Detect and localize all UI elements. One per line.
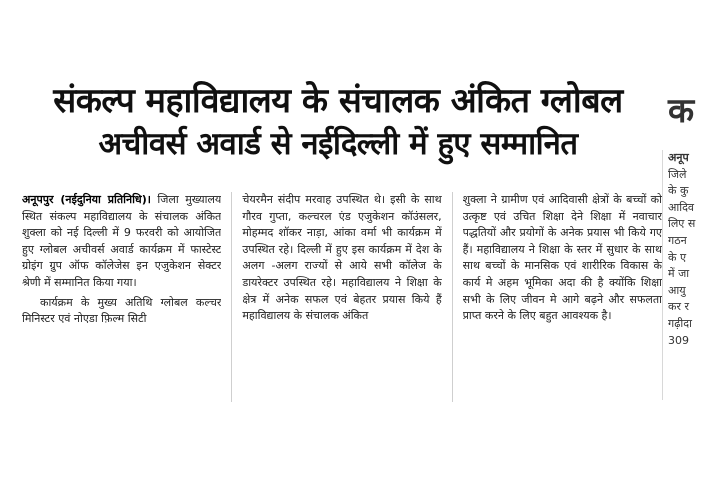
article-body — [22, 192, 662, 402]
paragraph-text: कार्यक्रम के मुख्य अतिथि ग्लोबल कल्चर मिनिस्टर एवं नोएडा फ़िल्म सिटी — [22, 295, 222, 326]
adjacent-line: अनूप — [668, 151, 689, 164]
article-paragraph — [22, 295, 221, 328]
headline-line-1: संकल्प महाविद्यालय के संचालक अंकित ग्लोबल — [53, 81, 623, 121]
adjacent-article-headline: क — [668, 91, 695, 131]
article-column-3 — [463, 192, 662, 402]
article-paragraph — [242, 192, 441, 325]
adjacent-line: कर र — [668, 300, 689, 314]
adjacent-line: गढ़ीदा — [668, 316, 692, 330]
adjacent-line: गठन — [668, 233, 687, 247]
dateline: अनूपपुर (नईदुनिया प्रतिनिधि)। — [22, 193, 151, 206]
adjacent-line: आदिव — [668, 200, 695, 214]
paragraph-text: जिला मुख्यालय स्थित संकल्प महाविद्यालय के संचालक अंकित शुक्ला को नई दिल्ली में 9 फरवरी को आयोजित हुए ग्लोबल अचीवर्स अवार्ड कार्यक्रम में फास्टेस्ट ग्रोइंग ग्रुप ऑफ कॉलेजेस इन एजुकेशन सेक्टर श्रेणी में सम्मानित किया गया। — [22, 193, 222, 289]
adjacent-line: 309 — [668, 333, 689, 347]
paragraph-text: चेयरमैन संदीप मरवाह उपस्थित थे। इसी के साथ गौरव गुप्ता, कल्चरल एंड एजुकेशन कॉउंसलर, मोहम्मद शॉकर नाड़ा, आंका वर्मा भी कार्यक्रम में उपस्थित रहे। दिल्ली में हुए इस कार्यक्रम में देश के अलग -अलग राज्यों से आये सभी कॉलेज के डायरेक्टर उपस्थित रहे। महाविद्यालय ने शिक्षा के क्षेत्र में अनेक सफल एवं बेहतर प्रयास किये हैं महाविद्यालय के संचालक अंकित — [242, 193, 442, 323]
article-paragraph — [463, 192, 662, 325]
headline — [18, 78, 658, 164]
column-divider — [662, 150, 663, 400]
adjacent-line: में जा — [668, 267, 690, 281]
article-column-1 — [22, 192, 221, 402]
adjacent-line: आयु — [668, 283, 686, 297]
adjacent-line: के कु — [668, 184, 689, 198]
headline-line-2: अचीवर्स अवार्ड से नईदिल्ली में हुए सम्मानित — [98, 126, 578, 162]
article-paragraph — [22, 192, 221, 292]
paragraph-text: शुक्ला ने ग्रामीण एवं आदिवासी क्षेत्रों के बच्चों को उत्कृष्ट एवं उचित शिक्षा देने शिक्षा में नवाचार पद्धतियों और प्रयोगों के अनेक प्रयास भी किये गए हैं। महाविद्यालय ने शिक्षा के स्तर में सुधार के साथ साथ बच्चों के मानसिक एवं शारीरिक विकास के कार्य मे अहम भूमिका अदा की है क्योंकि शिक्षा सभी के लिए जीवन मे आगे बढ़ने और सफलता प्राप्त करने के लिए बहुत आवश्यक है। — [462, 193, 662, 323]
column-divider — [231, 192, 232, 402]
adjacent-line: जिले — [668, 167, 687, 181]
adjacent-article-column — [668, 150, 720, 400]
adjacent-line: लिए स — [668, 217, 696, 231]
adjacent-line: के ए — [668, 250, 687, 264]
article-column-2 — [242, 192, 441, 402]
column-divider — [452, 192, 453, 402]
